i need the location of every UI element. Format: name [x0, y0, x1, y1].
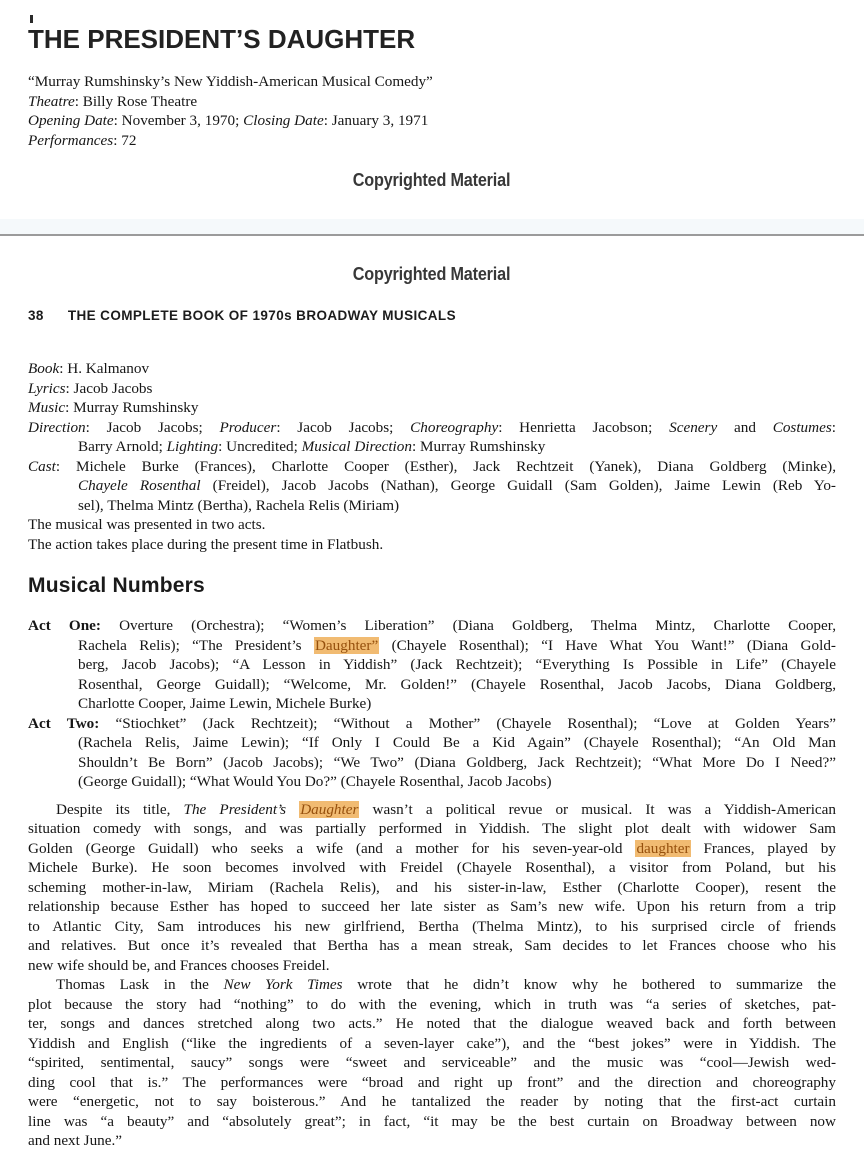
text-line	[28, 616, 836, 636]
text-segment: Thomas Lask in the	[56, 976, 224, 993]
text-segment: Shouldn’t Be Born” (Jacob Jacobs); “We Two” (Diana Goldberg, Jack Rechtzeit); “What More Do I Need?”	[78, 753, 836, 771]
text-segment: and relatives. But once it’s revealed that Bertha has a mean streak, Sam decides to let Frances choose who his	[28, 937, 836, 954]
text-line	[28, 111, 836, 131]
text-segment: wasn’t a political revue or musical. It was a Yiddish-American	[359, 800, 836, 818]
text-segment: line was “a beauty” and “absolutely great”; in fact, “it may be the best curtain on Broadway between now	[28, 1112, 836, 1130]
text-segment: : H. Kalmanov	[59, 360, 150, 377]
text-segment: Michele Burke). He soon becomes involved with Freidel (Chayele Rosenthal), a visitor from Poland, but his	[28, 859, 836, 876]
text-line	[28, 636, 836, 656]
text-segment: Lighting	[166, 438, 219, 455]
text-segment: : Jacob Jacobs;	[276, 418, 411, 436]
text-segment: : Jacob Jacobs;	[85, 418, 220, 436]
text-segment: plot because the story had “nothing” to do with the evening, which in truth was “a series of sketches, pat-	[28, 995, 836, 1013]
text-segment: and next June.”	[28, 1132, 123, 1149]
show-title: THE PRESIDENT’S DAUGHTER	[28, 24, 416, 54]
text-line	[28, 1073, 836, 1093]
text-segment: : Michele Burke (Frances), Charlotte Cooper (Esther), Jack Rechtzeit (Yanek), Diana Goldberg (Minke),	[55, 457, 836, 475]
copyright-notice: Copyrighted Material	[353, 170, 511, 190]
text-segment: Act Two:	[28, 714, 100, 732]
text-segment: Music	[28, 399, 66, 416]
text-segment: scheming mother-in-law, Miriam (Rachela Relis), and his sister-in-law, Esther (Charlotte Cooper), resent the	[28, 878, 836, 896]
search-highlight: Daughter	[300, 800, 359, 818]
search-highlight: Daughter”	[314, 636, 379, 654]
book-page-top	[0, 24, 864, 191]
scan-artifact-mark	[30, 15, 33, 23]
text-segment: situation comedy with songs, and was partially performed in Yiddish. The slight plot dealt with widower Sam	[28, 820, 836, 837]
text-line	[28, 457, 836, 477]
text-segment: ter, songs and dances stretched along two acts.” He noted that the dialogue weaved back and forth between	[28, 1015, 836, 1032]
text-line	[28, 418, 836, 438]
text-line	[28, 675, 836, 695]
text-segment: : Uncredited;	[218, 438, 302, 455]
text-line	[28, 655, 836, 675]
text-segment: Yiddish and English (“like the ingredients of a seven-layer cake”), and the “best jokes” were in Yiddish. The	[28, 1034, 836, 1052]
text-line	[28, 995, 836, 1015]
text-segment: : Billy Rose Theatre	[74, 92, 198, 110]
text-segment: Cast	[28, 457, 56, 475]
search-highlight: daughter	[636, 839, 690, 857]
text-line	[28, 92, 836, 112]
text-segment: Book	[28, 360, 60, 377]
text-line	[28, 131, 836, 151]
text-segment: Choreography	[410, 418, 499, 436]
text-line	[28, 437, 836, 457]
running-head	[28, 308, 836, 323]
text-line	[28, 1053, 836, 1073]
credits-block	[28, 359, 836, 515]
setting-note: The action takes place during the present time in Flatbush.	[28, 535, 384, 553]
text-segment: to Atlantic City, Sam introduces his new girlfriend, Bertha (Thelma Mintz), to his surprised circle of friends	[28, 917, 836, 935]
text-segment: “Stiochket” (Jack Rechtzeit); “Without a Mother” (Chayele Rosenthal); “Love at Golden Years”	[99, 714, 836, 732]
title-row	[28, 24, 836, 55]
text-line	[28, 1131, 836, 1151]
text-segment: : Murray Rumshinsky	[65, 399, 199, 416]
text-line	[28, 1092, 836, 1112]
text-segment: : January 3, 1971	[323, 112, 429, 129]
text-line	[28, 496, 836, 516]
text-line	[28, 858, 836, 878]
scanned-book-spread	[0, 24, 864, 1174]
text-line	[28, 359, 836, 379]
text-segment: : Murray Rumshinsky	[411, 438, 546, 455]
text-segment: sel), Thelma Mintz (Bertha), Rachela Relis (Miriam)	[78, 496, 400, 514]
text-segment: Direction	[28, 418, 86, 436]
text-segment: : November 3, 1970;	[113, 112, 244, 129]
text-segment: Frances, played by	[690, 839, 836, 857]
text-segment: “spirited, sentimental, saucy” songs were “sweet and serviceable” and the music was “cool—Jewish wed-	[28, 1054, 836, 1071]
text-segment: Performances	[28, 131, 114, 149]
text-segment: New York Times	[223, 976, 343, 993]
text-line	[28, 733, 836, 753]
text-segment: relationship because Esther has hoped to succeed her late sister as Sam’s new wife. Upon his return from a trip	[28, 898, 836, 915]
text-segment: (Freidel), Jacob Jacobs (Nathan), George Guidall (Sam Golden), Jaime Lewin (Reb Yo-	[200, 477, 836, 494]
text-segment: were “energetic, not to say boisterous.” And he tantalized the reader by noting that the first-act curtain	[28, 1093, 836, 1110]
text-line	[28, 1014, 836, 1034]
text-segment: Opening Date	[28, 112, 114, 129]
text-line	[28, 878, 836, 898]
text-segment: Overture (Orchestra); “Women’s Liberation” (Diana Goldberg, Thelma Mintz, Charlotte Cooper,	[100, 617, 836, 634]
text-line	[28, 956, 836, 976]
text-line	[28, 694, 836, 714]
text-segment: Scenery	[669, 418, 718, 436]
text-line	[28, 839, 836, 859]
page-divider-band	[0, 219, 864, 236]
running-head-title: THE COMPLETE BOOK OF 1970s BROADWAY MUSICALS	[67, 308, 456, 323]
act-two-list	[28, 714, 836, 792]
book-page-38	[0, 264, 864, 1151]
text-line	[28, 800, 836, 820]
text-segment: :	[831, 418, 836, 436]
text-segment: Theatre	[28, 92, 75, 110]
text-segment: (Chayele Rosenthal); “I Have What You Want!” (Diana Gold-	[379, 636, 836, 654]
text-segment: Charlotte Cooper, Jaime Lewin, Michele Burke)	[78, 695, 372, 712]
text-segment: : 72	[113, 131, 137, 149]
text-segment: Lyrics	[28, 379, 66, 397]
text-line	[28, 1034, 836, 1054]
musical-numbers-heading: Musical Numbers	[28, 574, 205, 597]
text-segment: Act One:	[28, 617, 101, 634]
text-segment: Barry Arnold;	[78, 438, 167, 455]
text-line	[28, 819, 836, 839]
text-line	[28, 975, 836, 995]
text-segment: Chayele Rosenthal	[78, 477, 201, 494]
review-paragraph	[28, 975, 836, 1151]
text-segment: (Rachela Relis, Jaime Lewin); “If Only I Could Be a Kid Again” (Chayele Rosenthal); “An Old Man	[78, 734, 836, 751]
text-segment: wrote that he didn’t know why he bothered to summarize the	[342, 976, 836, 993]
text-segment: Costumes	[772, 418, 832, 436]
text-line	[28, 379, 836, 399]
text-segment: Despite its title,	[56, 800, 184, 818]
text-line	[28, 398, 836, 418]
text-segment: Closing Date	[243, 112, 324, 129]
text-segment: : Henrietta Jacobson;	[498, 418, 670, 436]
copyright-notice: Copyrighted Material	[353, 264, 511, 284]
text-line	[28, 936, 836, 956]
text-line	[28, 897, 836, 917]
text-line	[28, 772, 836, 792]
text-segment: : Jacob Jacobs	[65, 379, 153, 397]
text-line	[28, 476, 836, 496]
page-number: 38	[28, 308, 44, 323]
text-segment: Rachela Relis); “The President’s	[78, 636, 314, 654]
act-one-list	[28, 616, 836, 714]
text-line	[28, 1112, 836, 1132]
text-segment: Rosenthal, George Guidall); “Welcome, Mr. Golden!” (Chayele Rosenthal, Jacob Jacobs, Diana Goldberg,	[78, 675, 836, 693]
text-segment: ding cool that is.” The performances were “broad and right up front” and the direction and choreography	[28, 1073, 836, 1091]
presentation-note: The musical was presented in two acts.	[28, 516, 266, 533]
text-segment: berg, Jacob Jacobs); “A Lesson in Yiddish” (Jack Rechtzeit); “Everything Is Possible in Life” (Chayele	[78, 656, 836, 673]
text-line	[28, 917, 836, 937]
text-segment: new wife should be, and Frances chooses Freidel.	[28, 956, 330, 974]
text-segment: The President’s	[183, 800, 300, 818]
synopsis-paragraph	[28, 800, 836, 976]
text-segment: Producer	[219, 418, 277, 436]
text-segment: Musical Direction	[301, 438, 412, 455]
text-segment: (George Guidall); “What Would You Do?” (Chayele Rosenthal, Jacob Jacobs)	[78, 773, 552, 790]
text-segment: and	[717, 418, 773, 436]
show-tagline: “Murray Rumshinsky’s New Yiddish-American Musical Comedy”	[28, 73, 433, 90]
text-line	[28, 714, 836, 734]
show-details	[28, 92, 836, 151]
text-line	[28, 753, 836, 773]
text-segment: Golden (George Guidall) who seeks a wife (and a mother for his seven-year-old	[28, 839, 636, 857]
